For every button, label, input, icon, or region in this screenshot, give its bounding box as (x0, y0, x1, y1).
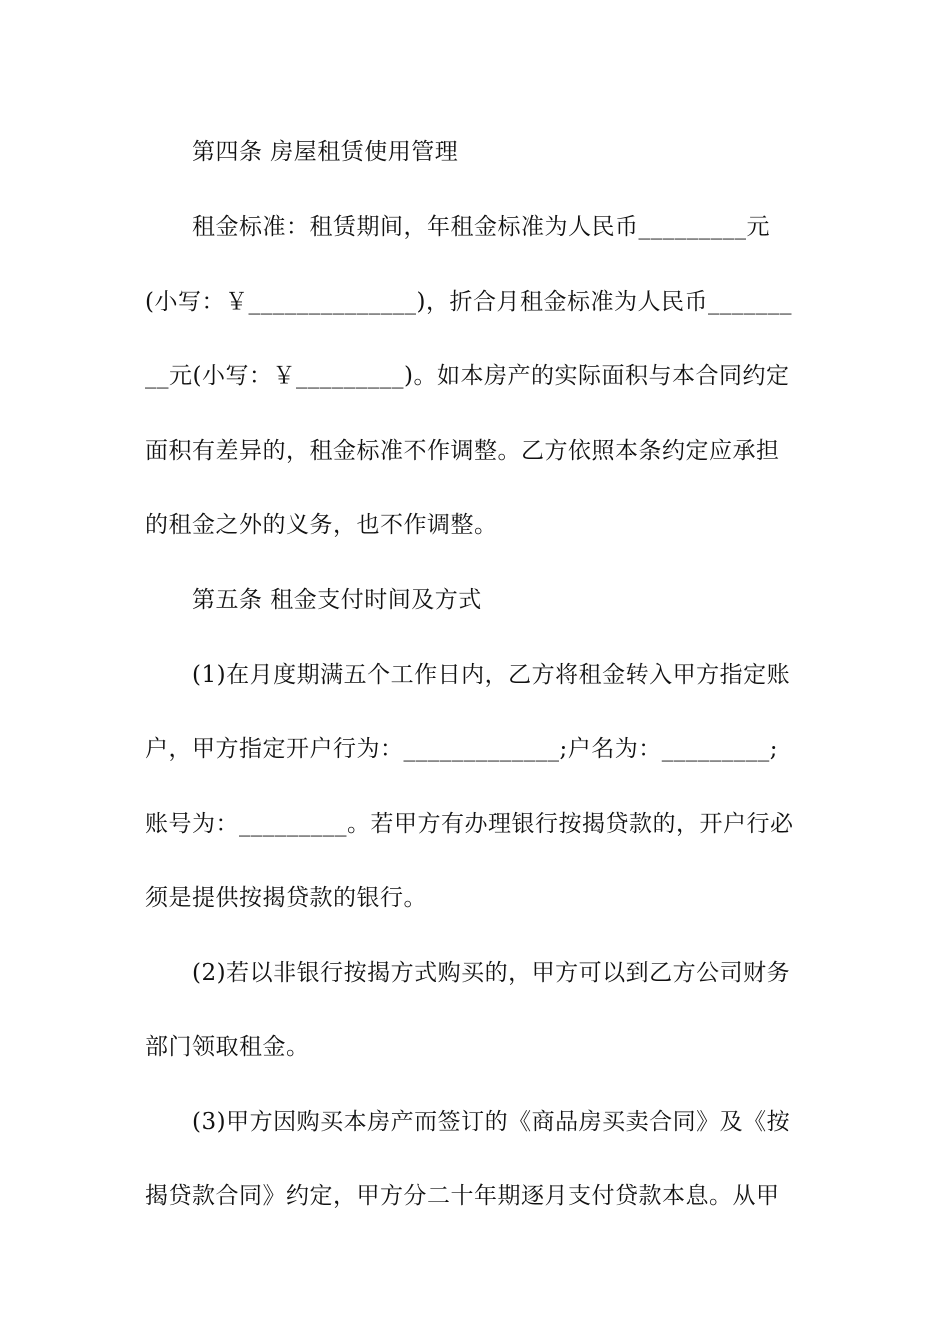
paragraph-line: (3)甲方因购买本房产而签订的《商品房买卖合同》及《按 (192, 1109, 791, 1135)
paragraph-line: 租金标准：租赁期间，年租金标准为人民币_________元 (192, 214, 770, 240)
paragraph-line: (1)在月度期满五个工作日内，乙方将租金转入甲方指定账 (192, 662, 791, 688)
paragraph-line: 须是提供按揭贷款的银行。 (145, 885, 427, 911)
paragraph-line: 账号为：_________。若甲方有办理银行按揭贷款的，开户行必 (145, 811, 794, 837)
article-4-heading: 第四条 房屋租赁使用管理 (192, 139, 459, 165)
paragraph-line: 面积有差异的，租金标准不作调整。乙方依照本条约定应承担 (145, 438, 780, 464)
paragraph-line: 部门领取租金。 (145, 1034, 310, 1060)
paragraph-line: (2)若以非银行按揭方式购买的，甲方可以到乙方公司财务 (192, 960, 791, 986)
paragraph-line: __元(小写：￥_________)。如本房产的实际面积与本合同约定 (145, 363, 790, 389)
article-5-heading: 第五条 租金支付时间及方式 (192, 587, 482, 613)
paragraph-line: (小写：￥______________)，折合月租金标准为人民币_______ (145, 289, 792, 315)
paragraph-line: 户，甲方指定开户行为：_____________;户名为：_________; (145, 736, 778, 762)
paragraph-line: 揭贷款合同》约定，甲方分二十年期逐月支付贷款本息。从甲 (145, 1183, 780, 1209)
paragraph-line: 的租金之外的义务，也不作调整。 (145, 512, 498, 538)
